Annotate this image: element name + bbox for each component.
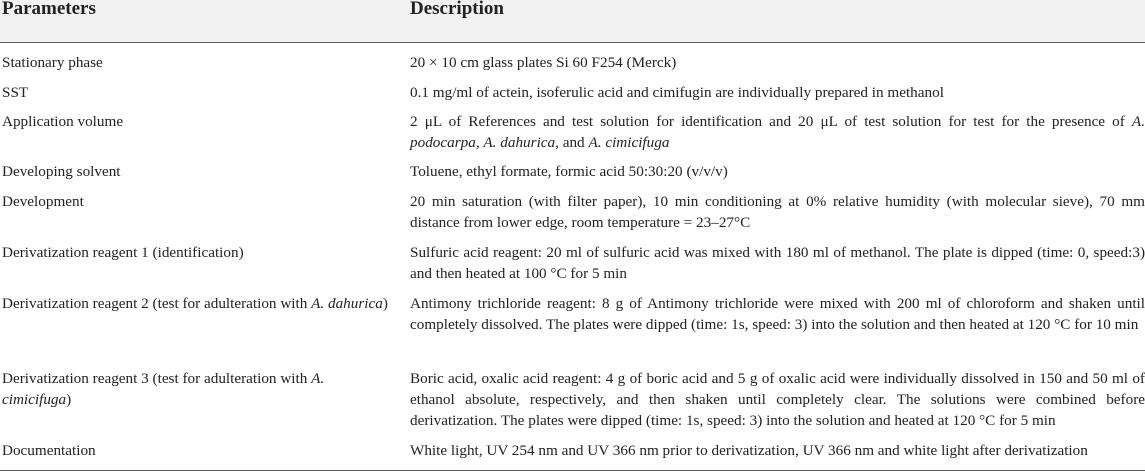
param-cell: Documentation [2,442,96,459]
desc-cell: Antimony trichloride reagent: 8 g of Antimony trichloride were mixed with 200 ml of chloroform and shaken until completely dissolved. The plates were dipped (time: 1s, speed: 3) into the solution and then heated at 120 °C for 10 min [410,295,1145,333]
param-cell: Derivatization reagent 2 (test for adulteration with A. dahurica) [2,295,388,312]
desc-cell: White light, UV 254 nm and UV 366 nm prior to derivatization, UV 366 nm and white light after derivatization [410,442,1088,459]
desc-cell: Toluene, ethyl formate, formic acid 50:30:20 (v/v/v) [410,163,728,180]
param-cell: Derivatization reagent 3 (test for adulteration with A. cimicifuga) [2,370,325,408]
header-parameters: Parameters [2,0,96,19]
param-cell: Derivatization reagent 1 (identification) [2,244,244,261]
desc-cell: 20 min saturation (with filter paper), 10 min conditioning at 0% relative humidity (with molecular sieve), 70 mm distance from lower edge, room temperature = 23–27°C [410,193,1145,231]
table-bottom-rule [0,470,1145,471]
table-header [0,0,1145,43]
param-cell: Development [2,193,84,210]
desc-cell: Boric acid, oxalic acid reagent: 4 g of boric acid and 5 g of oxalic acid were individually dissolved in 150 and 50 ml of ethanol absolute, respectively, and then shaken until completely clear. The solutions were combined before derivatization. The plates were dipped (time: 1s, speed: 3) into the solution and heated at 120 °C for 5 min [410,370,1145,429]
desc-cell: Sulfuric acid reagent: 20 ml of sulfuric acid was mixed with 180 ml of methanol. The plate is dipped (time: 0, speed:3) and then heated at 100 °C for 5 min [410,244,1145,282]
param-cell: Application volume [2,113,124,130]
param-cell: Developing solvent [2,163,121,180]
param-cell: SST [2,84,29,101]
desc-cell: 0.1 mg/ml of actein, isoferulic acid and cimifugin are individually prepared in methanol [410,84,944,101]
desc-cell: 2 μL of References and test solution for identification and 20 μL of test solution for test for the presence of A. podocarpa, A. dahurica, and A. cimicifuga [410,113,1145,151]
desc-cell: 20 × 10 cm glass plates Si 60 F254 (Merck) [410,54,677,71]
header-description: Description [410,0,504,19]
param-cell: Stationary phase [2,54,103,71]
